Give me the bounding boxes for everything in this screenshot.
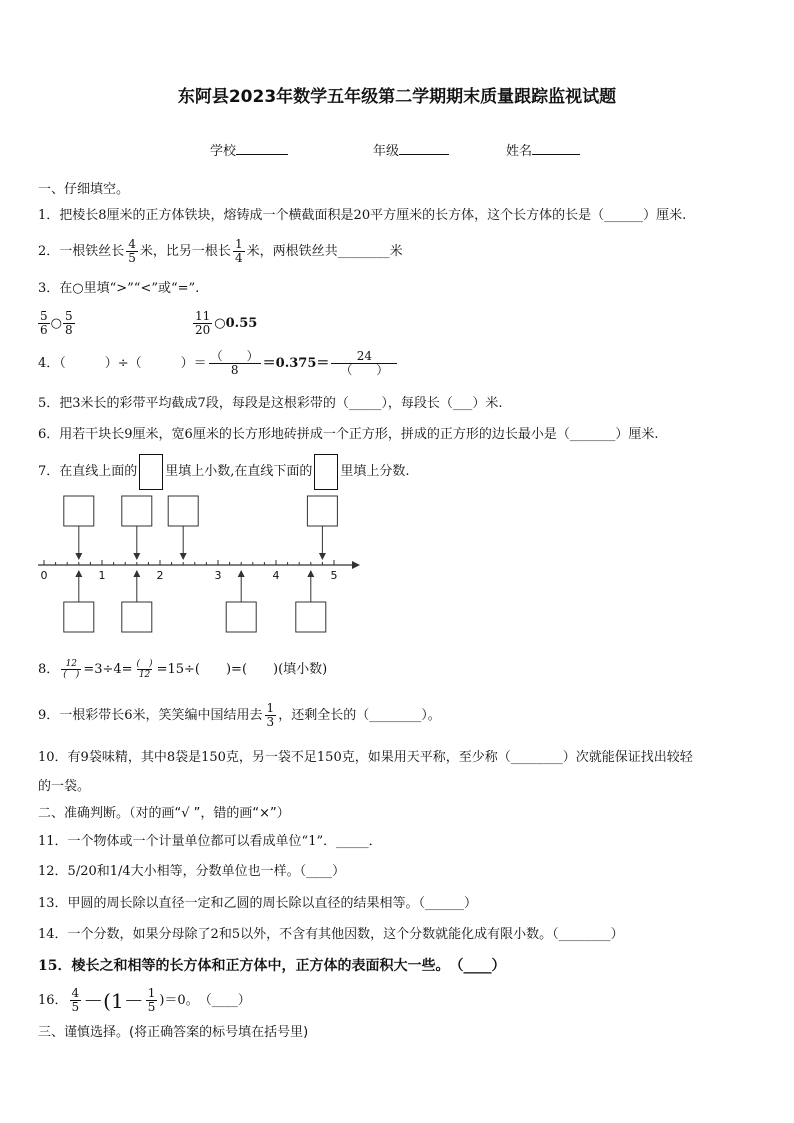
question-13: 13．甲圆的周长除以直径一定和乙圆的周长除以直径的结果相等。（______）: [38, 896, 478, 911]
q7-text-b: 里填上小数,在直线下面的: [165, 464, 313, 479]
section-3-heading: 三、谨慎选择。(将正确答案的标号填在括号里): [38, 1025, 309, 1040]
question-9: [38, 702, 441, 729]
tick-label-0: 0: [40, 569, 48, 582]
question-15: 15．棱长之和相等的长方体和正方体中，正方体的表面积大一些。 （____）: [38, 958, 506, 974]
school-label: 学校: [210, 144, 237, 159]
fraction-answer-box: [296, 602, 326, 632]
q7-text-a: 7．在直线上面的: [38, 464, 138, 479]
question-3b: [191, 310, 257, 337]
question-6: 6．用若干块长9厘米，宽6厘米的长方形地砖拼成一个正方形，拼成的正方形的边长最小是（_______）厘米.: [38, 427, 659, 442]
question-11: 11．一个物体或一个计量单位都可以看成单位“1”．_____．: [38, 834, 382, 849]
q2-text-a: 2．一根铁丝长: [38, 243, 125, 259]
decimal-answer-box: [307, 496, 337, 526]
decimal-box-sample: [139, 454, 163, 490]
number-line-figure: [0, 490, 794, 640]
decimal-answer-box: [168, 496, 198, 526]
question-14: 14．一个分数，如果分母除了2和5以外，不含有其他因数，这个分数就能化成有限小数。（________）: [38, 927, 624, 942]
fraction-answer-box: [122, 602, 152, 632]
q3a-fraction-2: $\frac{5}{8}$: [64, 309, 73, 337]
q8-fraction-1: $\frac{12}{( )}$: [63, 659, 80, 680]
q16-text-b: －(1－: [83, 988, 144, 1013]
q4-text-b: ＝0.375＝: [262, 355, 330, 371]
question-5: 5．把3米长的彩带平均截成7段，每段是这根彩带的（_____），每段长（___）米.: [38, 396, 503, 411]
question-16: [38, 987, 251, 1014]
school-blank[interactable]: [236, 140, 288, 155]
question-7: [38, 453, 410, 491]
fraction-box-sample: [314, 454, 338, 490]
down-arrow-icon: [319, 553, 326, 560]
q2-fraction-2: $\frac{1}{4}$: [234, 237, 243, 265]
q3b-fraction: $\frac{11}{20}$: [195, 309, 211, 337]
down-arrow-icon: [133, 553, 140, 560]
up-arrow-icon: [307, 570, 314, 577]
q7-text-c: 里填上分数.: [340, 464, 410, 479]
up-arrow-icon: [238, 570, 245, 577]
question-4: [38, 350, 399, 377]
q8-text-c: =15÷( )=( )(填小数): [156, 661, 328, 677]
fraction-answer-box: [64, 602, 94, 632]
q8-text-b: =3÷4=: [83, 661, 133, 677]
q9-fraction: $\frac{1}{3}$: [266, 701, 275, 729]
question-1: 1．把棱长8厘米的正方体铁块，熔铸成一个横截面积是20平方厘米的长方体，这个长方体的长是（______）厘米.: [38, 208, 687, 223]
page-title: 东阿县2023年数学五年级第二学期期末质量跟踪监视试题: [177, 87, 617, 107]
school-field: [210, 140, 288, 161]
name-blank[interactable]: [532, 140, 580, 155]
q2-fraction-1: $\frac{4}{5}$: [128, 237, 136, 265]
q4-fraction-1: $\frac{( )}{8}$: [210, 349, 259, 377]
tick-label-3: 3: [214, 569, 222, 582]
q3a-fraction-1: $\frac{5}{6}$: [40, 309, 48, 337]
up-arrow-icon: [75, 570, 82, 577]
q3b-rest: ○0.55: [214, 315, 258, 331]
tick-label-1: 1: [98, 569, 106, 582]
question-2: [38, 238, 403, 265]
tick-label-2: 2: [156, 569, 164, 582]
down-arrow-icon: [75, 553, 82, 560]
decimal-answer-box: [64, 496, 94, 526]
section-2-heading: 二、准确判断。（对的画“√ ”，错的画“×”）: [38, 806, 290, 821]
question-3a: [36, 310, 77, 337]
question-8: [38, 659, 327, 680]
q4-fraction-2: $\frac{24}{( )}$: [331, 350, 397, 377]
q9-text-b: ，还剩全长的（________）。: [278, 707, 441, 723]
grade-field: [373, 140, 449, 161]
q16-text-c: )＝0。 （____）: [159, 992, 251, 1008]
name-label: 姓名: [506, 144, 533, 159]
down-arrow-icon: [180, 553, 187, 560]
q16-text-a: 16．: [38, 992, 68, 1008]
q2-text-c: 米，两根铁丝共________米: [246, 243, 403, 259]
tick-label-4: 4: [272, 569, 280, 582]
q2-text-b: 米，比另一根长: [139, 243, 231, 259]
up-arrow-icon: [133, 570, 140, 577]
q4-text-a: 4．（ ）÷（ ）＝: [38, 355, 207, 371]
question-10-line-2: 的一袋。: [38, 779, 91, 794]
decimal-answer-box: [122, 496, 152, 526]
question-3-stem: 3．在○里填“>”“<”或“=”.: [38, 281, 200, 296]
q8-text-a: 8．: [38, 661, 60, 677]
grade-blank[interactable]: [399, 140, 449, 155]
question-12: 12．5/20和1/4大小相等，分数单位也一样。（____）: [38, 864, 346, 879]
q9-text-a: 9．一根彩带长6米，笑笑编中国结用去: [38, 707, 263, 723]
fraction-answer-box: [226, 602, 256, 632]
tick-label-5: 5: [330, 569, 338, 582]
grade-label: 年级: [373, 144, 400, 159]
q3a-circle[interactable]: ○: [50, 315, 62, 331]
axis-arrow-icon: [352, 561, 360, 569]
q8-fraction-2: $\frac{( )}{12}$: [136, 659, 153, 680]
section-1-heading: 一、仔细填空。: [38, 182, 130, 197]
name-field: [506, 140, 580, 161]
q16-fraction-1: $\frac{4}{5}$: [71, 986, 80, 1014]
question-10-line-1: 10．有9袋味精，其中8袋是150克，另一袋不足150克，如果用天平称，至少称（________）次就能保证找出较轻: [38, 750, 693, 765]
q16-fraction-2: $\frac{1}{5}$: [147, 986, 156, 1014]
